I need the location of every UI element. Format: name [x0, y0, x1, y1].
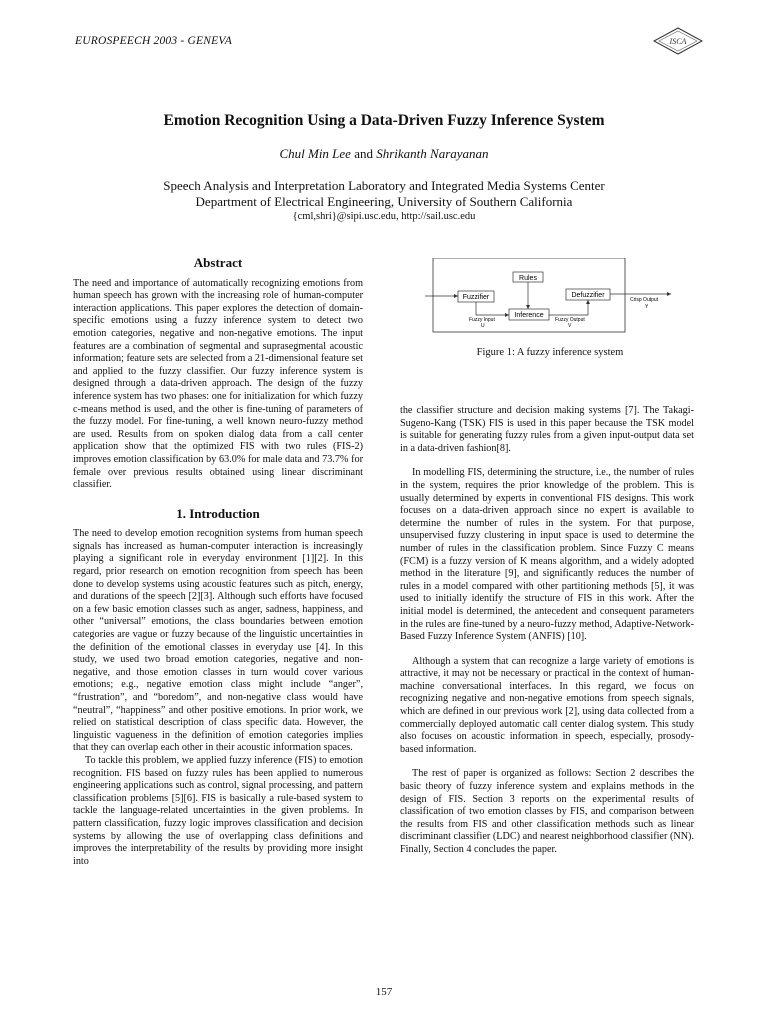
abstract-heading: Abstract	[193, 255, 243, 270]
isca-logo	[652, 26, 704, 56]
author-line	[0, 146, 768, 162]
author-2: Shrikanth Narayanan	[376, 146, 489, 161]
right-paragraph-3: Although a system that can recognize a large variety of emotions is attractive, it may not be necessary or practical in the context of human-machine conversational interfaces. In this regard, we focus on recognizing negative and non-negative emotions from speech signals, which are defined in our previous work [2], using data collected from a commercially deployed automatic call center dialog system. This study also focuses on acoustic information in speech, especially, prosody-based information.	[400, 655, 694, 755]
abstract-text: The need and importance of automatically recognizing emotions from human speech has grown with the increasing role of human-computer interaction applications. This paper explores the detection of domain-specific emotions using a fuzzy inference system to detect two emotion categories, negative and non-negative emotions. The input features are a combination of segmental and suprasegmental acoustic information; feature sets are selected from a 21-dimensional feature set and applied to the fuzzy classifier. Our fuzzy inference system is designed through a data-driven approach. The design of the fuzzy inference system has two phases: one for initialization for which fuzzy c-means method is used, and the other is fine-tuning of parameters of the fuzzy model. For fine-tuning, a well known neuro-fuzzy method are used. Results from on spoken dialog data from a call center application show that the optimized FIS with two rules (FIS-2) improves emotion classification by 63.0% for male data and 73.7% for female over previous results obtained using linear discriminant classifier.	[73, 277, 363, 491]
inference-label: Inference	[514, 312, 544, 319]
crisp-output-label: Crisp Output	[630, 297, 659, 303]
right-column	[400, 405, 694, 857]
affiliation-line-2: Department of Electrical Engineering, University of Southern California	[195, 194, 573, 209]
introduction-heading: 1. Introduction	[176, 505, 260, 521]
author-1: Chul Min Lee	[279, 146, 351, 161]
logo-lettering: ISCA	[669, 37, 687, 46]
fuzzy-inference-diagram	[425, 258, 671, 348]
page-number: 157	[375, 986, 393, 998]
author-conjunction: and	[350, 146, 377, 161]
conference-header: EUROSPEECH 2003 - GENEVA	[75, 35, 232, 47]
right-paragraph-4: The rest of paper is organized as follows: Section 2 describes the basic theory of fuzzy inference system and explains methods in the design of FIS. Section 3 reports on the experimental results of classification of two emotion classes by FIS, and comparison between the results from FIS and other classification methods such as linear discriminant classifier (LDC) and nearest neighborhood classifier (NN). Finally, Section 4 concludes the paper.	[400, 768, 694, 855]
v-label: V	[568, 323, 572, 329]
intro-paragraph-2: To tackle this problem, we applied fuzzy inference (FIS) to emotion recognition. FIS based on fuzzy rules has been applied to numerous engineering applications such as control, signal processing, and pattern classification problems [5][6]. FIS is basically a rule-based system to tackle the language-related uncertainties in the given problems. In pattern classification, fuzzy logic improves classification and decision systems by allowing the use of overlapping class definitions and improves the interpretability of the results by providing more insight into	[73, 754, 363, 867]
intro-paragraph-1: The need to develop emotion recognition systems from human speech signals has increased as human-computer interaction is increasingly playing a significant role in everyday environment [1][2]. In this regard, prior research on emotion recognition from speech has been done to develop systems using acoustic features such as pitch, energy, and durations of the speech [2][3]. Although such efforts have focused on a few basic emotion classes such as anger, sadness, happiness, and other “universal” emotions, the class boundaries between emotion categories are vague or fuzzy because of the linguistic uncertainties in the definition of the emotional classes in everyday use [4]. In this study, we used two broad emotion categories, negative and non-negative, and those emotion classes in turn would cover various emotions; e.g., negative emotion class might include “anger”, “frustration”, and “boredom”, and non-negative class would have “neutral”, “happiness” and other positive emotions. In prior work, we relied on statistical description of class specific data. However, the linguistic vagueness in the definition of emotion categories implies that they can overlap each other in their acoustic information spaces.	[73, 528, 363, 754]
right-paragraph-1: the classifier structure and decision making systems [7]. The Takagi-Sugeno-Kang (TSK) FIS is used in this paper because the TSK model is suitable for generating fuzzy rules from a given input-output data set in a data-driven fashion[8].	[400, 405, 694, 454]
author-email: {cml,shri}@sipi.usc.edu, http://sail.usc.edu	[292, 211, 476, 222]
fuzzifier-to-inference-arrow	[476, 302, 509, 315]
y-label: Y	[645, 304, 649, 310]
fuzzy-output-label: Fuzzy Output	[555, 317, 585, 323]
figure-caption: Figure 1: A fuzzy inference system	[476, 347, 624, 358]
fuzzifier-label: Fuzzifier	[462, 294, 490, 301]
affiliation	[0, 178, 768, 210]
defuzzifier-label: Defuzzifier	[571, 292, 605, 299]
u-label: U	[481, 323, 485, 329]
affiliation-line-1: Speech Analysis and Interpretation Laboratory and Integrated Media Systems Center	[163, 178, 605, 193]
left-column	[73, 257, 363, 868]
inference-to-defuzzifier-arrow	[549, 300, 588, 315]
right-paragraph-2: In modelling FIS, determining the structure, i.e., the number of rules in the system, requires the prior knowledge of the problem. This is usually determined by experts in conventional FIS designs. This work focuses on a data-driven approach since no expert is available to determine the number of rules in the system. For that purpose, unsupervised fuzzy clustering in input space is used to determine the number of rules in the classification problem. Since Fuzzy C means (FCM) is a fuzzy version of K means algorithm, and a widely adopted method in the literature [9], and significantly reduces the number of rules in a model compared with other partitioning methods [5], it was used to initially identify the structure of FIS in this work. After the initial model is determined, the antecedent and consequent parameters in the rules are fine-tuned by a neuro-fuzzy method, Adaptive-Network-Based Fuzzy Inference System (ANFIS) [10].	[400, 467, 694, 643]
fuzzy-input-label: Fuzzy Input	[469, 317, 495, 323]
paper-title: Emotion Recognition Using a Data-Driven Fuzzy Inference System	[163, 112, 605, 129]
rules-label: Rules	[519, 275, 537, 282]
